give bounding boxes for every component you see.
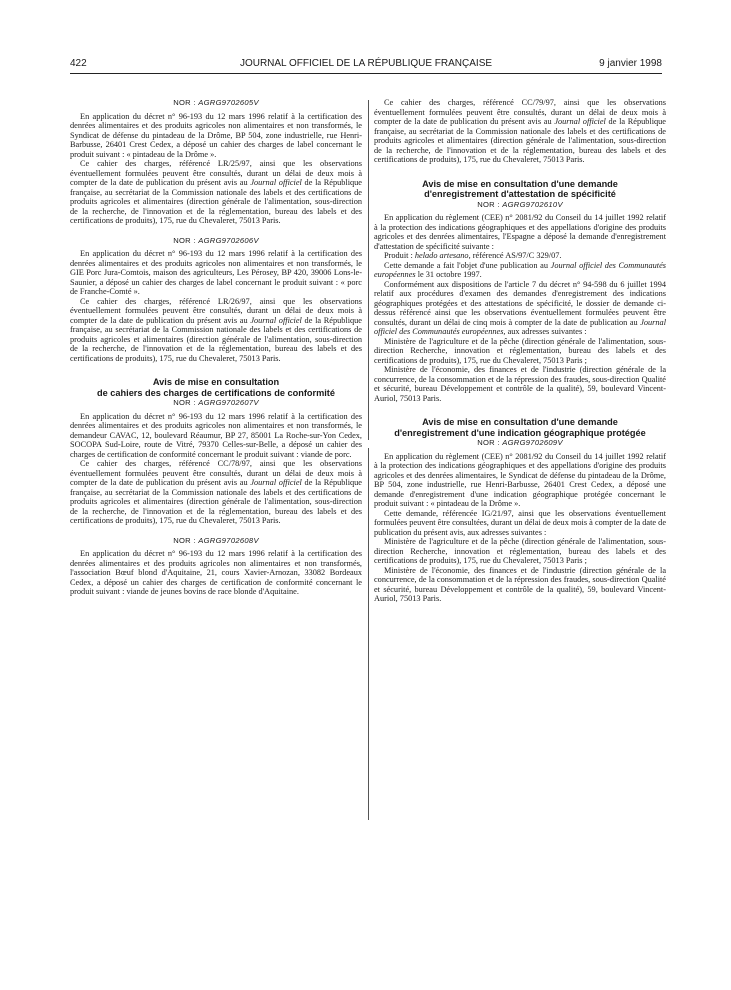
nor-reference: NOR : AGRG9702608V — [173, 535, 259, 545]
paragraph: Ce cahier des charges, référencé CC/79/97, ainsi que les observations éventuellement formulées peuvent être consultés, durant un délai de deux mois à compter de la date de publication du présent avis au Journal officiel de la République française, au secrétariat de la Commission nationale des labels et des certifications de produits agricoles et alimentaires (direction générale de l'alimentation, sous-direction de la recherche, de l'innovation et de la réglementation, bureau des labels et des certifications de produits), 175, rue du Chevaleret, 75013 Paris. — [374, 98, 666, 164]
header-rule — [70, 73, 662, 74]
paragraph: Ministère de l'économie, des finances et de l'industrie (direction générale de la concurrence, de la consommation et de la répression des fraudes, sous-direction Qualité et sécurité, bureau Développement et contrôle de la qualité), 59, boulevard Vincent-Auriol, 75013 Paris. — [374, 365, 666, 403]
paragraph: Produit : helado artesano, référencé AS/97/C 329/07. — [384, 251, 562, 260]
issue-date: 9 janvier 1998 — [599, 58, 662, 69]
paragraph: Ministère de l'agriculture et de la pêche (direction générale de l'alimentation, sous-direction Recherche, innovation et réglementation, bureau des labels et des certifications de produits), 175, rue du Chevaleret, 75013 Paris ; — [374, 336, 666, 365]
paragraph: Conformément aux dispositions de l'article 7 du décret n° 94-598 du 6 juillet 1994 relatif aux procédures d'examen des demandes d'enregistrement des indications géographiques protégées et des attestations de spécificité, le dossier de demande ci-dessus référencé ainsi que les observations éventuellement formulées peuvent être consultés, durant un délai de cinq mois à compter de la date de publication au Journal officiel des Communautés européennes, aux adresses suivantes : — [374, 279, 666, 336]
page-header — [70, 58, 662, 74]
paragraph: Cette demande, référencée IG/21/97, ainsi que les observations éventuellement formulées peuvent être consultées, durant un délai de deux mois à compter de la date de publication du présent avis, aux adresses suivantes : — [374, 508, 666, 537]
nor-reference: NOR : AGRG9702609V — [477, 438, 563, 447]
paragraph: Ministère de l'agriculture et de la pêche (direction générale de l'alimentation, sous-direction Recherche, innovation et réglementation, bureau des labels et des certifications de produits), 175, rue du Chevaleret, 75013 Paris ; — [374, 537, 666, 565]
nor-reference: NOR : AGRG9702606V — [173, 235, 259, 245]
paragraph: Ce cahier des charges, référencé LR/26/97, ainsi que les observations éventuellement formulées peuvent être consultés, durant un délai de deux mois à compter de la date de publication du présent avis au Journal officiel de la République française, au secrétariat de la Commission nationale des labels et des certifications de produits agricoles et alimentaires (direction générale de l'alimentation, sous-direction de la recherche, de l'innovation et de la réglementation, bureau des labels et des certifications de produits), 175, rue du Chevaleret, 75013 Paris. — [70, 296, 362, 363]
right-column — [374, 98, 666, 604]
section-heading: Avis de mise en consultation d'une demande d'enregistrement d'attestation de spécificité — [422, 178, 618, 199]
nor-reference: NOR : AGRG9702610V — [477, 199, 563, 209]
nor-reference: NOR : AGRG9702607V — [173, 398, 259, 407]
paragraph: En application du règlement (CEE) n° 2081/92 du Conseil du 14 juillet 1992 relatif à la protection des indications géographiques et des appellations d'origine des produits agricoles et des denrées alimentaires, le Syndicat de défense du pintadeau de la Drôme, BP 504, zone industrielle, rue Henri-Barbusse, 26401 Crest Cedex, a déposé une demande d'enregistrement d'une indication géographique protégée concernant le produit suivant : « pintadeau de la Drôme ». — [374, 451, 666, 508]
nor-reference: NOR : AGRG9702605V — [173, 98, 259, 107]
section-heading: Avis de mise en consultation de cahiers des charges de certifications de conformité — [97, 377, 335, 398]
page-number: 422 — [70, 58, 87, 69]
paragraph: Cette demande a fait l'objet d'une publication au Journal officiel des Communautés européennes le 31 octobre 1997. — [374, 260, 667, 279]
paragraph: Ministère de l'économie, des finances et de l'industrie (direction générale de la concurrence, de la consommation et de la répression des fraudes, sous-direction Qualité et sécurité, bureau Développement et contrôle de la qualité), 59, boulevard Vincent-Auriol, 75013 Paris. — [374, 565, 666, 603]
paragraph: En application du décret n° 96-193 du 12 mars 1996 relatif à la certification des denrées alimentaires et des produits agricoles non alimentaires et non transformés, le Syndicat de défense du pintadeau de la Drôme, BP 504, zone industrielle, rue Henri-Barbusse, 26401 Crest Cedex, a déposé un cahier des charges de label concernant le produit suivant : « pintadeau de la Drôme ». — [70, 111, 362, 159]
journal-title: JOURNAL OFFICIEL DE LA RÉPUBLIQUE FRANÇAISE — [239, 58, 493, 69]
paragraph: En application du décret n° 96-193 du 12 mars 1996 relatif à la certification des denrées alimentaires et des produits agricoles non alimentaires et non transformés, le demandeur CAVAC, 12, boulevard Réaumur, BP 27, 85001 La Roche-sur-Yon Cedex, SOCOPA Sud-Loire, route de Vitré, 79370 Celles-sur-Belle, a déposé un cahier des charges de certification de conformité concernant le produit suivant : viande de porc. — [70, 411, 362, 459]
column-divider — [368, 448, 369, 820]
paragraph: Ce cahier des charges, référencé LR/25/97, ainsi que les observations éventuellement formulées peuvent être consultés, durant un délai de deux mois à compter de la date de publication du présent avis au Journal officiel de la République française, au secrétariat de la Commission nationale des labels et des certifications de produits agricoles et alimentaires (direction générale de l'alimentation, sous-direction de la recherche, de l'innovation et de la réglementation, bureau des labels et des certifications de produits), 175, rue du Chevaleret, 75013 Paris. — [70, 159, 362, 225]
section-heading: Avis de mise en consultation d'une demande d'enregistrement d'une indication géographique protégée — [394, 417, 646, 438]
paragraph: En application du règlement (CEE) n° 2081/92 du Conseil du 14 juillet 1992 relatif à la protection des indications géographiques et des appellations d'origine des produits agricoles et des denrées alimentaires, l'Espagne a déposé la demande d'enregistrement d'attestation de spécificité suivante : — [374, 213, 666, 251]
column-divider — [368, 100, 369, 440]
paragraph: En application du décret n° 96-193 du 12 mars 1996 relatif à la certification des denrées alimentaires et des produits agricoles non alimentaires et non transformés, l'association Bœuf blond d'Aquitaine, 21, cours Xavier-Arnozan, 33082 Bordeaux Cedex, a déposé un cahier des charges de certification de conformité concernant le produit suivant : viande de jeunes bovins de race blonde d'Aquitaine. — [70, 549, 362, 596]
left-column — [70, 98, 362, 597]
paragraph: Ce cahier des charges, référencé CC/78/97, ainsi que les observations éventuellement formulées peuvent être consultés, durant un délai de deux mois à compter de la date de publication du présent avis au Journal officiel de la République française, au secrétariat de la Commission nationale des labels et des certifications de produits agricoles et alimentaires (direction générale de l'alimentation, sous-direction de la recherche, de l'innovation et de la réglementation, bureau des labels et des certifications de produits), 175, rue du Chevaleret, 75013 Paris. — [70, 459, 362, 525]
paragraph: En application du décret n° 96-193 du 12 mars 1996 relatif à la certification des denrées alimentaires et des produits agricoles non alimentaires et non transformés, le GIE Porc Jura-Comtois, maison des agriculteurs, Les Pérosey, BP 420, 39006 Lons-le-Saunier, a déposé un cahier des charges de label concernant le produit suivant : « porc de Franche-Comté ». — [70, 249, 362, 296]
